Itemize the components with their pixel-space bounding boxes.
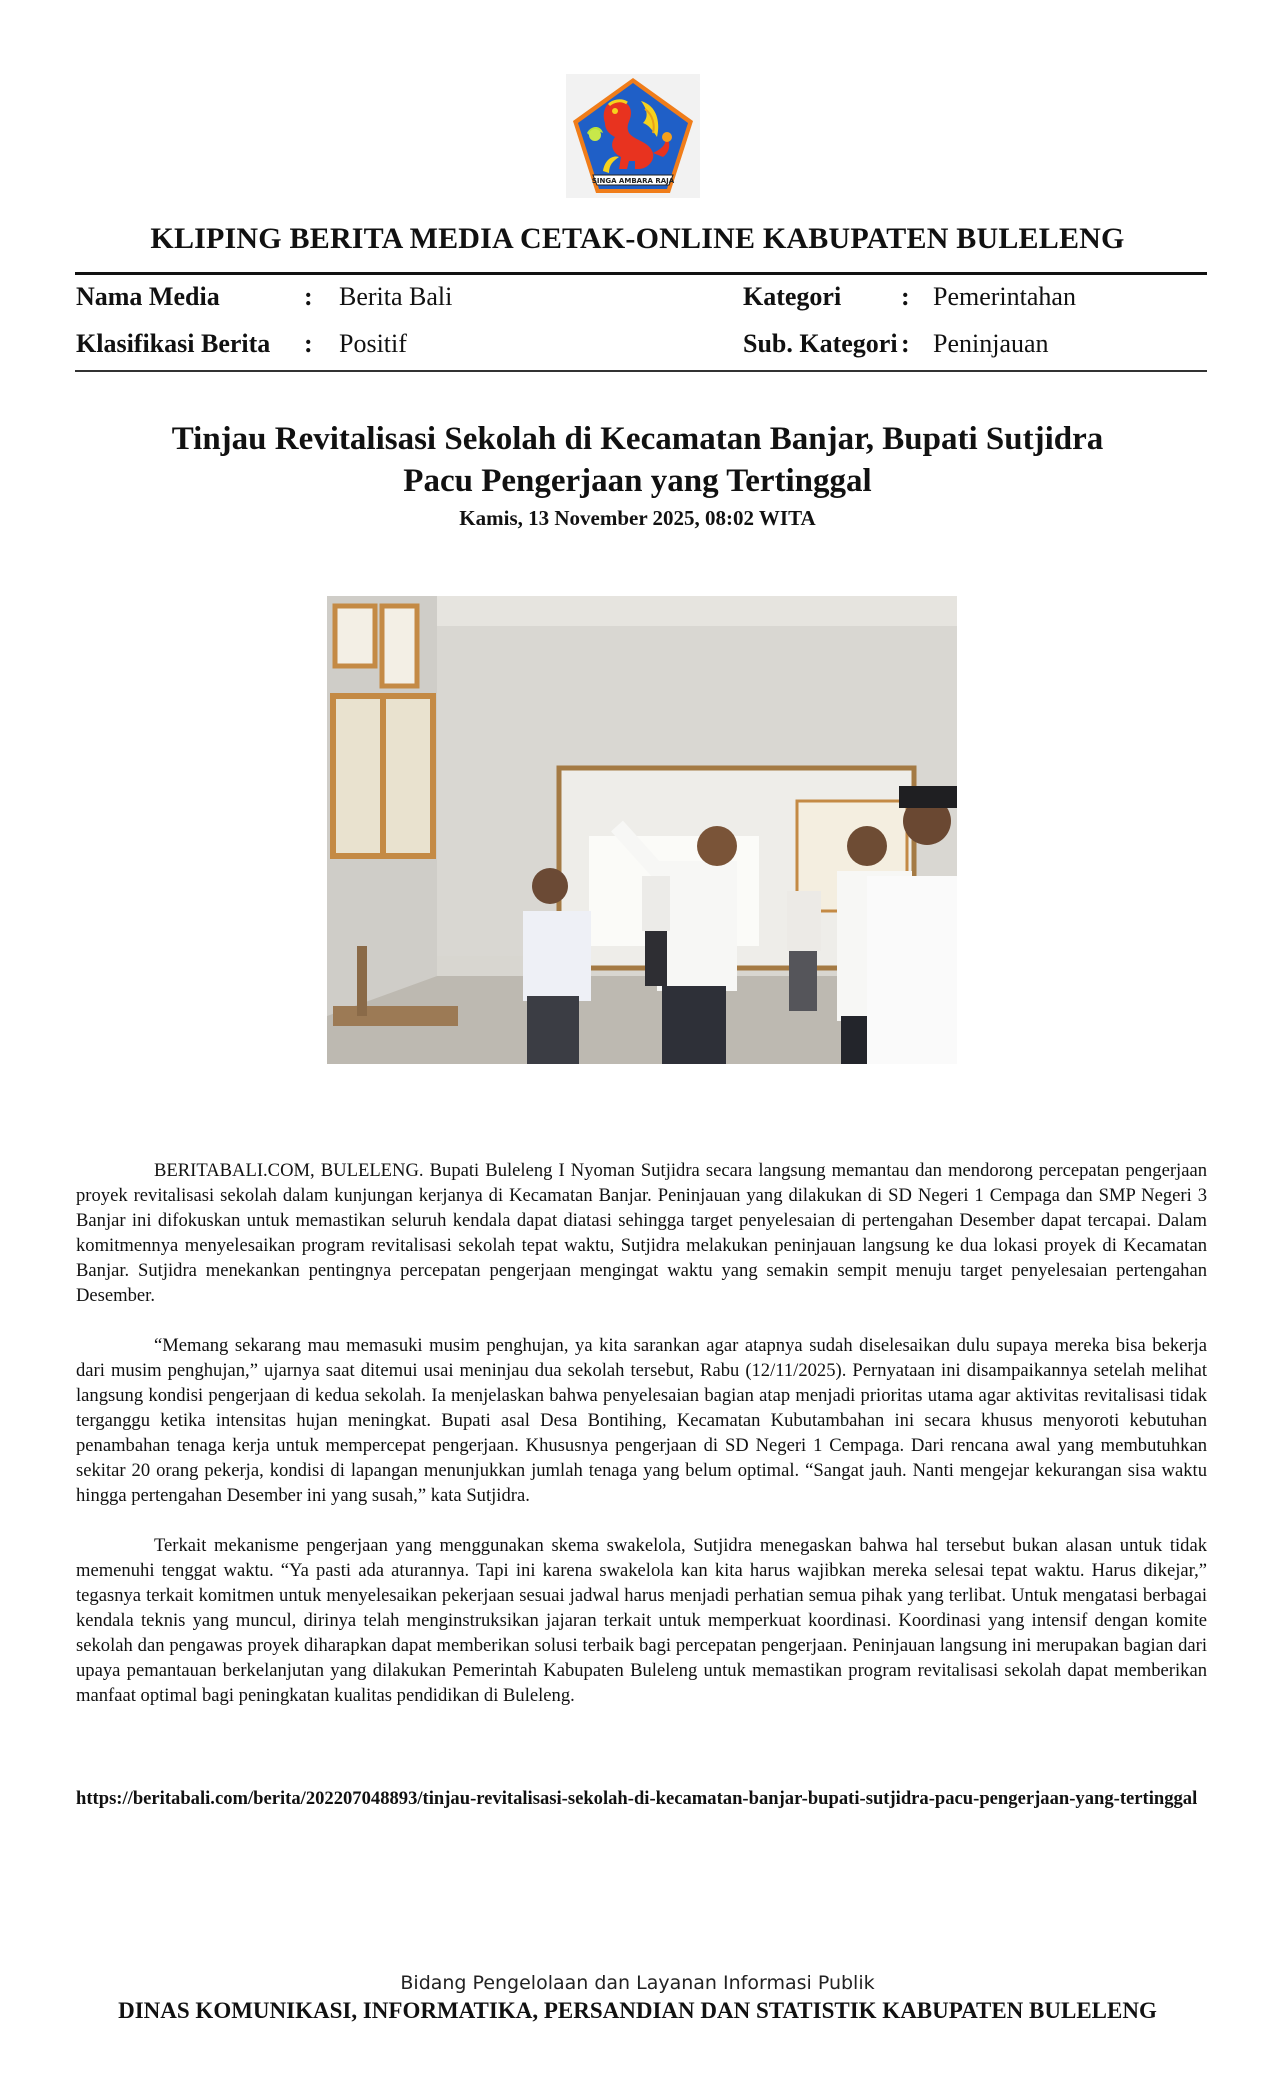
- article-photo: [327, 596, 957, 1064]
- meta-value-classification: Positif: [339, 329, 407, 358]
- meta-value-sub-category: Peninjauan: [933, 329, 1049, 358]
- meta-label: Klasifikasi Berita: [76, 329, 271, 358]
- article-body: [76, 1158, 1207, 1733]
- singa-ambara-raja-crest-icon: [569, 75, 697, 197]
- article-headline: [100, 418, 1175, 502]
- article-paragraph: BERITABALI.COM, BULELENG. Bupati Buleleng I Nyoman Sutjidra secara langsung memantau dan mendorong percepatan pengerjaan proyek revitalisasi sekolah dalam kunjungan kerjanya di Kecamatan Banjar. Peninjauan yang dilakukan di SD Negeri 1 Cempaga dan SMP Negeri 3 Banjar ini difokuskan untuk memastikan seluruh kendala dapat diatasi sehingga target penyelesaian di pertengahan Desember dapat tercapai. Dalam komitmennya menyelesaikan program revitalisasi sekolah tepat waktu, Sutjidra melakukan peninjauan langsung ke dua lokasi proyek di Kecamatan Banjar. Sutjidra menekankan pentingnya percepatan pengerjaan mengingat waktu yang semakin sempit menuju target penyelesaian pertengahan Desember.: [76, 1160, 1207, 1306]
- clipping-title: KLIPING BERITA MEDIA CETAK-ONLINE KABUPATEN BULELENG: [150, 222, 1125, 255]
- meta-value-category: Pemerintahan: [933, 282, 1076, 311]
- regency-logo: [566, 74, 700, 198]
- source-link[interactable]: https://beritabali.com/berita/202207048893/tinjau-revitalisasi-sekolah-di-kecamatan-banjar-bupati-sutjidra-pacu-pengerjaan-yang-tertinggal: [76, 1788, 1198, 1809]
- logo-motto: SINGA AMBARA RAJA: [591, 177, 675, 185]
- header-rule-top: [75, 272, 1207, 275]
- inspection-photo-illustration: [327, 596, 957, 1064]
- footer-agency: DINAS KOMUNIKASI, INFORMATIKA, PERSANDIAN DAN STATISTIK KABUPATEN BULELENG: [118, 1998, 1157, 2023]
- headline-line-1: Tinjau Revitalisasi Sekolah di Kecamatan Banjar, Bupati Sutjidra: [171, 421, 1104, 457]
- meta-colon: :: [901, 282, 910, 311]
- meta-label: Sub. Kategori: [743, 329, 898, 358]
- meta-colon: :: [901, 329, 910, 358]
- meta-label: Nama Media: [76, 282, 220, 311]
- meta-label: Kategori: [743, 282, 842, 311]
- meta-value-media-name: Berita Bali: [339, 282, 453, 311]
- article-dateline: Kamis, 13 November 2025, 08:02 WITA: [459, 506, 816, 530]
- meta-colon: :: [304, 282, 313, 311]
- article-paragraph: Terkait mekanisme pengerjaan yang menggunakan skema swakelola, Sutjidra menegaskan bahwa hal tersebut bukan alasan untuk tidak memenuhi tenggat waktu. “Ya pasti ada aturannya. Tapi ini karena swakelola kan kita harus wajibkan mereka selesai tepat waktu. Harus dikejar,” tegasnya terkait komitmen untuk menyelesaikan pekerjaan sesuai jadwal harus menjadi perhatian semua pihak yang terlibat. Untuk mengatasi berbagai kendala teknis yang muncul, dirinya telah menginstruksikan jajaran terkait untuk memperkuat koordinasi. Koordinasi yang intensif dengan komite sekolah dan pengawas proyek diharapkan dapat memberikan solusi terbaik bagi percepatan pengerjaan. Peninjauan langsung ini merupakan bagian dari upaya pemantauan berkelanjutan yang dilakukan Pemerintah Kabupaten Buleleng untuk memastikan program revitalisasi sekolah dapat memberikan manfaat optimal bagi peningkatan kualitas pendidikan di Buleleng.: [76, 1535, 1207, 1706]
- footer-division: Bidang Pengelolaan dan Layanan Informasi Publik: [400, 1972, 875, 1994]
- article-paragraph: “Memang sekarang mau memasuki musim penghujan, ya kita sarankan agar atapnya sudah diselesaikan dulu supaya mereka bisa bekerja dari musim penghujan,” ujarnya saat ditemui usai meninjau dua sekolah tersebut, Rabu (12/11/2025). Pernyataan ini disampaikannya setelah melihat langsung kondisi pengerjaan di kedua sekolah. Ia menjelaskan bahwa penyelesaian bagian atap menjadi prioritas utama agar aktivitas revitalisasi tidak terganggu ketika intensitas hujan meningkat. Bupati asal Desa Bontihing, Kecamatan Kubutambahan ini secara khusus menyoroti kebutuhan penambahan tenaga kerja untuk mempercepat pengerjaan. Khususnya pengerjaan di SD Negeri 1 Cempaga. Dari rencana awal yang membutuhkan sekitar 20 orang pekerja, kondisi di lapangan menunjukkan jumlah tenaga yang belum optimal. “Sangat jauh. Nanti mengejar kekurangan sisa waktu hingga pertengahan Desember ini yang susah,” kata Sutjidra.: [76, 1335, 1207, 1506]
- meta-colon: :: [304, 329, 313, 358]
- headline-line-2: Pacu Pengerjaan yang Tertinggal: [403, 463, 872, 499]
- header-rule-bottom: [75, 370, 1207, 372]
